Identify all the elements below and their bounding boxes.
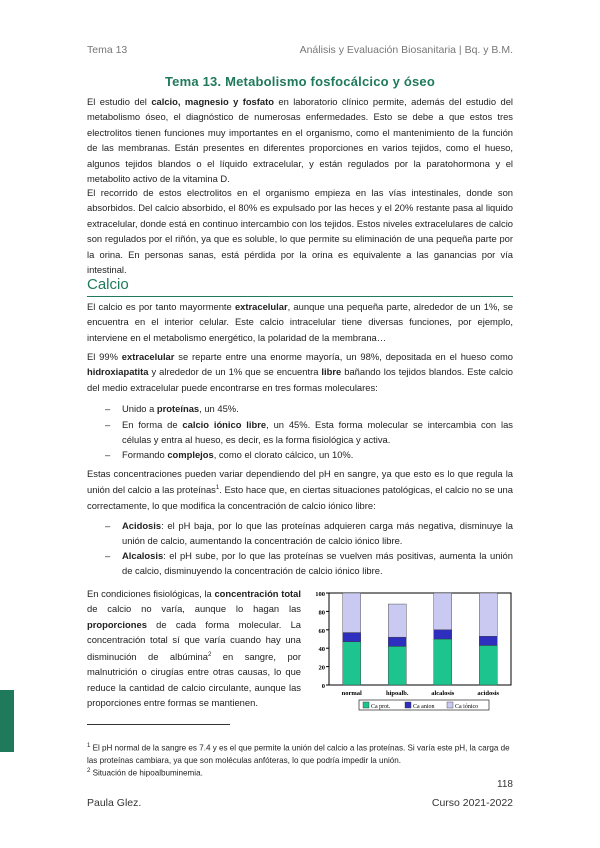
bar-segment-caprot [479,645,497,685]
bar-segment-cainico [343,593,361,633]
footnote-2: $^2$ Situación de hipoalbuminemia. [87,768,203,778]
bar-segment-cainico [388,604,406,637]
x-tick-label: hipoalb. [385,690,409,697]
list-item: – Formando complejos, como el clorato cálcico, un 10%. [105,449,354,460]
section-heading-calcio: Calcio [87,276,129,293]
footnote-divider [87,724,230,725]
side-tab [0,690,14,752]
section-divider [87,296,513,297]
legend-label: Ca prot. [371,704,391,710]
y-tick-label: 100 [315,591,325,598]
calcium-stacked-bar-chart [311,585,516,720]
bar-segment-caanion [388,637,406,646]
legend-label: Ca iónico [455,704,479,710]
bar-segment-caanion [434,630,452,639]
intro-paragraph-2: El recorrido de estos electrolitos en el organismo empieza en las vías intestinales, donde son absorbidos. Del calcio absorbido, el 80% es expulsado por las heces y el 20% restante pasa al liquido extracelular, donde está en continuo intercambio con los tejidos. Estos niveles extracelulares de calcio son regulados por el riñón, ya que es soluble, lo que permite su eliminación de una pequeña parte por la orina. En personas sanas, está pérdida por la orina es equivalente a las ganancias por vía intestinal. [87,187,513,276]
bar-segment-cainico [479,593,497,636]
bar-segment-caprot [343,642,361,685]
x-tick-label: alcalosis [431,690,455,697]
header-right: Análisis y Evaluación Biosanitaria | Bq. y B.M. [299,44,513,56]
bar-segment-caprot [434,639,452,685]
page-title: Tema 13. Metabolismo fosfocálcico y óseo [164,74,435,89]
y-tick-label: 80 [318,609,325,617]
calcio-paragraph-1: El calcio es por tanto mayormente extracelular, aunque una pequeña parte, alrededor de un 1%, se encuentra en el interior celular. Este calcio intracelular tiene diversas funciones, por ejemplo, interviene en el metabolismo energético, la polaridad de la membrana… [87,301,514,343]
header-left: Tema 13 [87,44,128,56]
list-item: – Acidosis: el pH baja, por lo que las proteínas adquieren carga más negativa, disminuye la unión de calcio, aumentando la concentración de calcio iónico libre. [105,520,513,547]
footer-course: Curso 2021-2022 [431,797,513,809]
legend-swatch [447,702,453,708]
footer-author: Paula Glez. [87,797,142,809]
intro-paragraph-1: El estudio del calcio, magnesio y fosfato en laboratorio clínico permite, además del estudio del metabolismo óseo, el diagnóstico de numerosas enfermedades. Esto se debe a que estos tres electrolitos tienen funciones muy importantes en el organismo, como el mantenimiento de la función de las membranas. Están presentes en diferentes proporciones en varios tejidos, como el hueso, algunos tejidos blandos o el líquido extracelular, y están regulados por la paratohormona y el metabolito activo de la vitamina D. [87,96,513,185]
y-tick-label: 60 [318,627,325,635]
y-tick-label: 40 [318,646,325,654]
bar-segment-caprot [388,646,406,685]
bar-segment-caanion [343,633,361,642]
page-number: 118 [497,779,513,790]
legend-swatch [363,702,369,708]
bar-segment-caanion [479,636,497,645]
legend-label: Ca anion [413,704,435,710]
list-item: – En forma de calcio iónico libre, un 45%. Esta forma molecular se intercambia con las células y entra al hueso, es decir, es la forma fisiológica y activa. [105,419,513,446]
y-tick-label: 0 [321,683,325,690]
list-item: – Unido a proteínas, un 45%. [105,403,239,414]
calcio-paragraph-3: Estas concentraciones pueden variar dependiendo del pH en sangre, ya que esto es lo que regula la unión del calcio a las proteínas$^1$. Esto hace que, en ciertas situaciones patológicas, el calcio no se una correctamente, lo que modifica la concentración de calcio iónico libre: [87,468,513,511]
calcio-paragraph-4: En condiciones fisiológicas, la concentración total de calcio no varía, aunque lo hagan las proporciones de cada forma molecular. La concentración total sí que varía cuando hay una disminución de albúmina$^2$ en sangre, por malnutrición o cirugías entre otras causas, lo que reduce la cantidad de calcio circulante, aunque las proporciones entre formas se mantienen. [87,588,302,708]
footnote-1: $^1$ El pH normal de la sangre es 7.4 y es el que permite la unión del calcio a las proteínas. Si varía este pH, la carga de las proteínas cambiara, ya que son moléculas anfóteras, lo que podría impedir la unión. [87,743,510,766]
y-tick-label: 20 [318,664,325,672]
x-tick-label: normal [341,690,362,697]
list-item: – Alcalosis: el pH sube, por lo que las proteínas se vuelven más positivas, aumenta la unión de calcio, disminuyendo la concentración de calcio iónico libre. [105,550,513,577]
calcio-paragraph-2: El 99% extracelular se reparte entre una enorme mayoría, un 98%, depositada en el hueso como hidroxiapatita y alrededor de un 1% que se encuentra libre bañando los tejidos blandos. Este calcio del medio extracelular puede encontrarse en tres formas moleculares: [87,351,513,393]
x-tick-label: acidosis [477,690,500,697]
bar-segment-cainico [434,593,452,630]
legend-swatch [405,702,411,708]
